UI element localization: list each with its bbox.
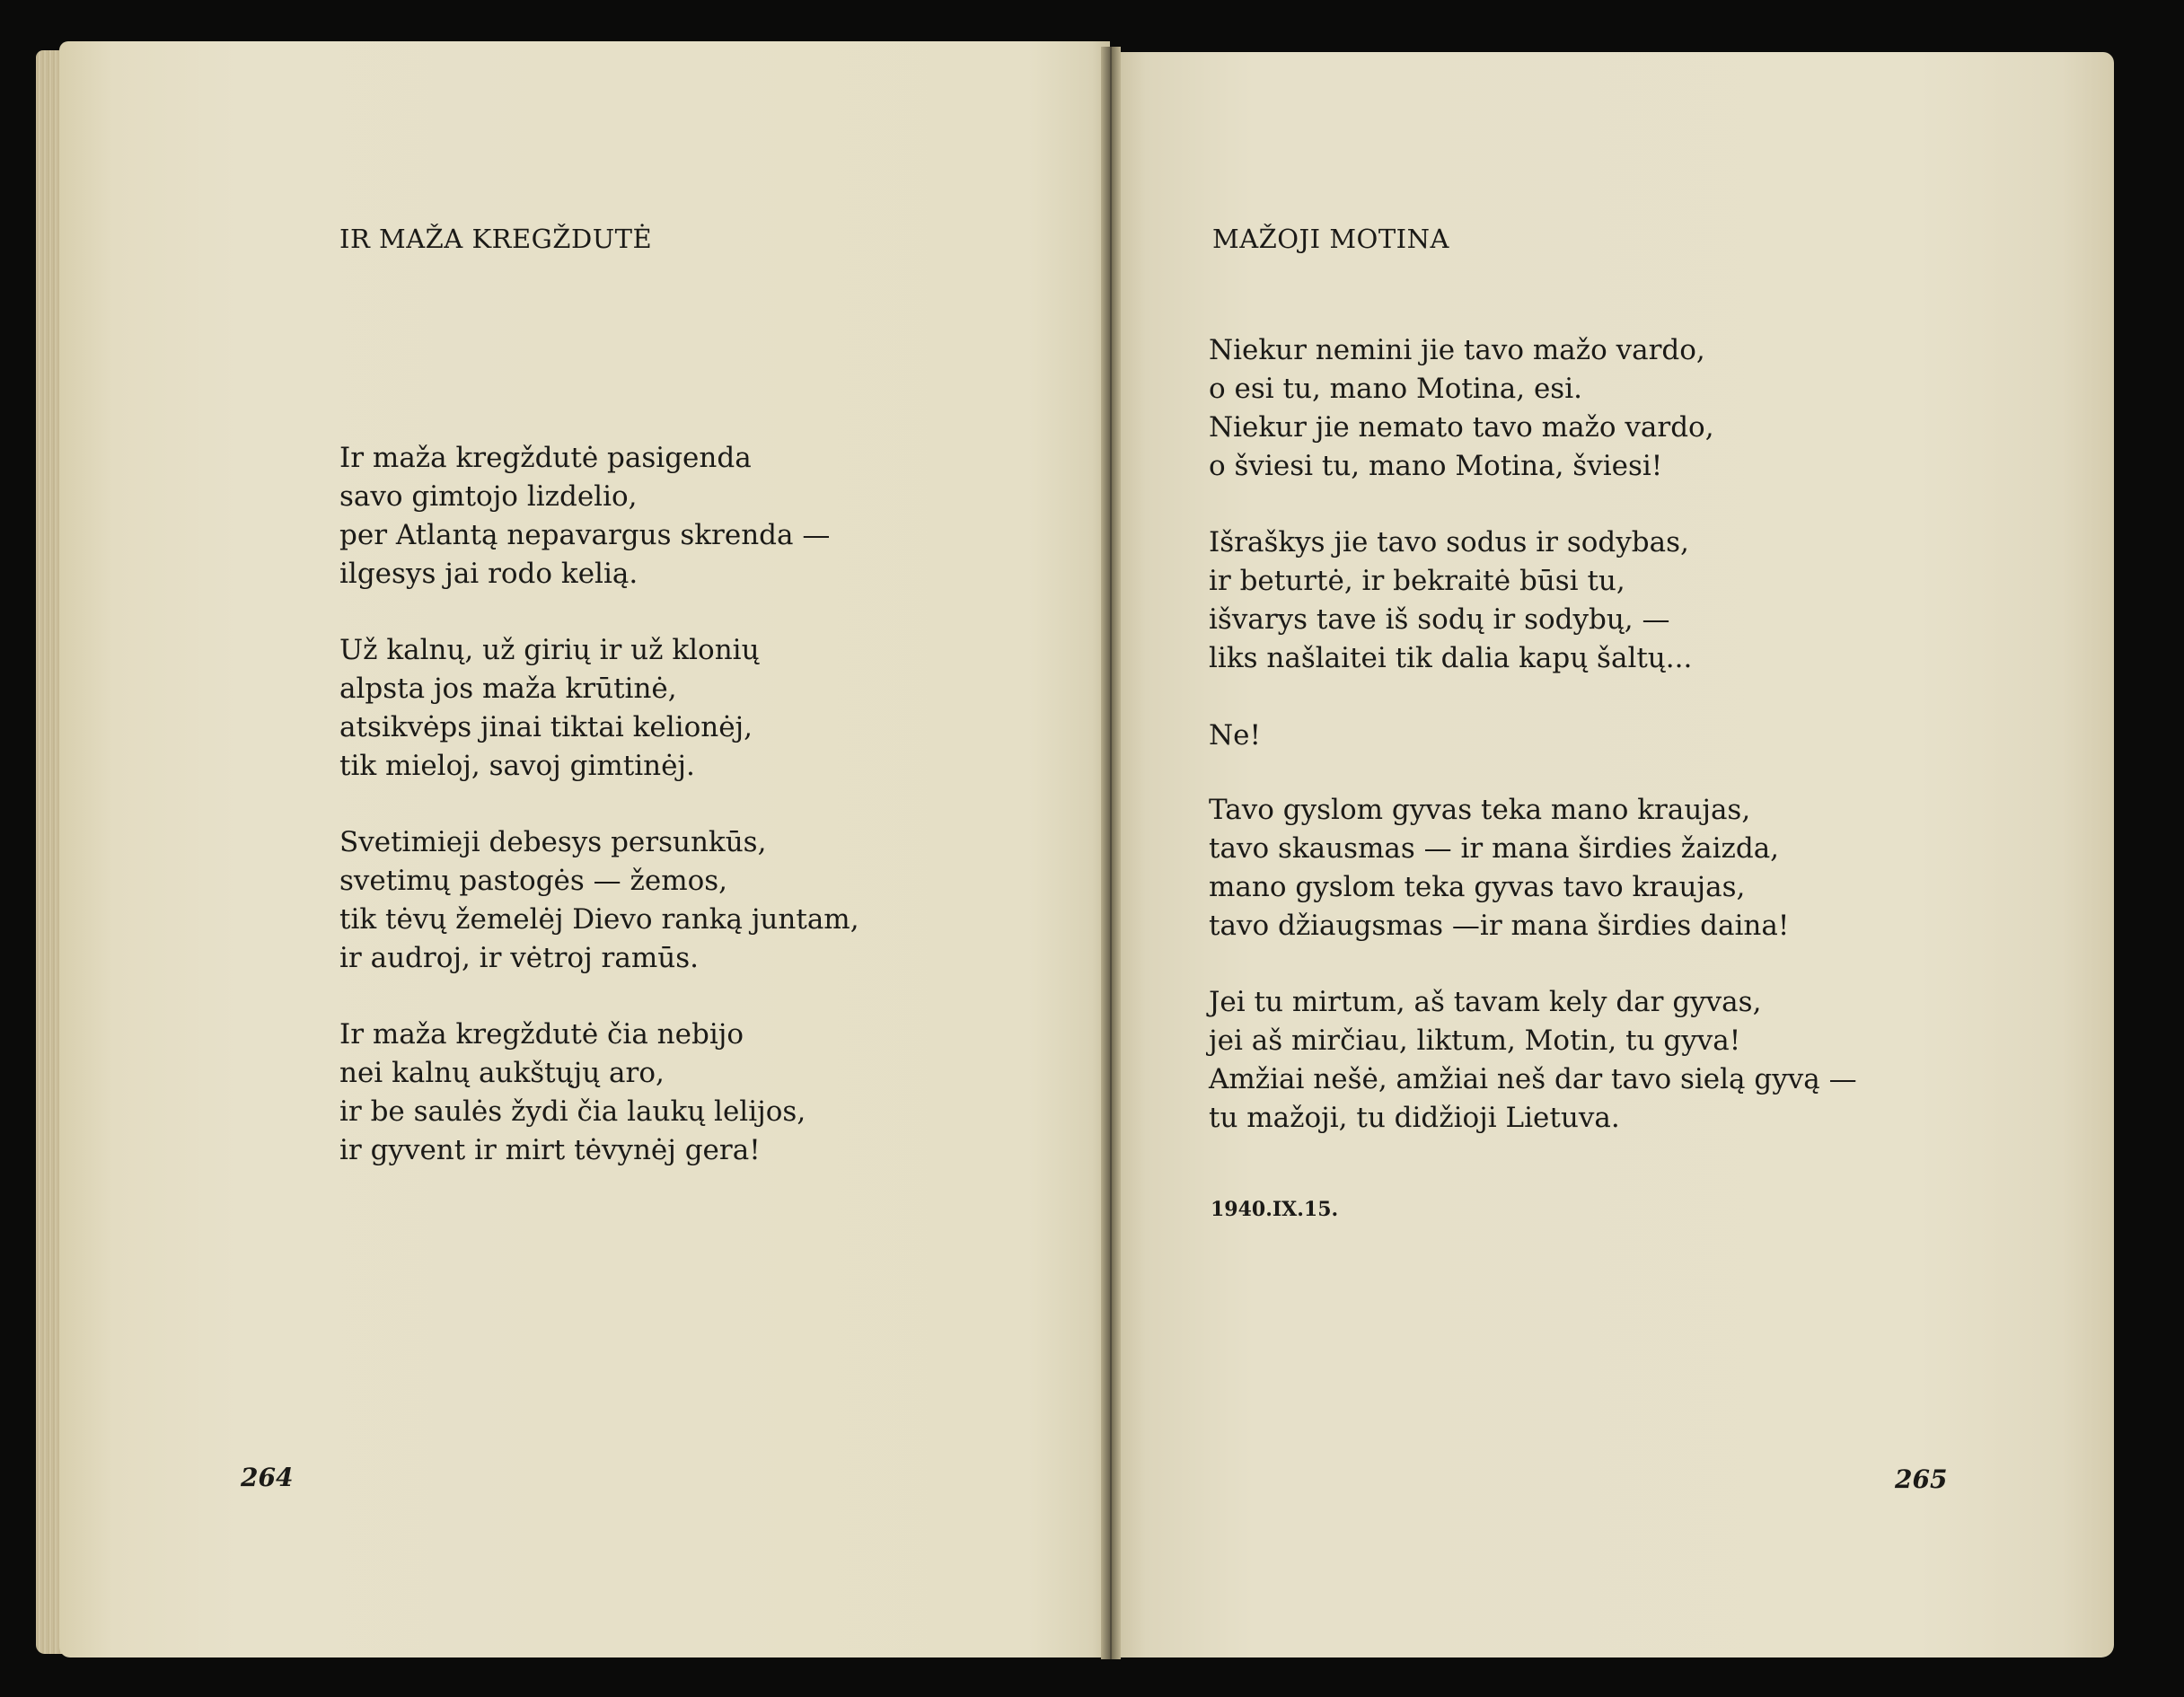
verse-line: atsikvėps jinai tiktai kelionėj, (339, 711, 753, 743)
stanza (339, 439, 830, 594)
verse-line: išvarys tave iš sodų ir sodybų, — (1209, 603, 1670, 636)
verse-line: ir audroj, ir vėtroj ramūs. (339, 942, 699, 974)
right-page (1110, 52, 2114, 1657)
verse-line: o esi tu, mano Motina, esi. (1209, 373, 1582, 405)
poem-title: IR MAŽA KREGŽDUTĖ (339, 224, 653, 254)
stanza (1209, 791, 1789, 945)
verse-line: tu mažoji, tu didžioji Lietuva. (1209, 1102, 1620, 1134)
poem-date: 1940.IX.15. (1211, 1198, 1339, 1221)
verse-line: Svetimieji debesys persunkūs, (339, 826, 767, 858)
verse-line: o šviesi tu, mano Motina, šviesi! (1209, 450, 1663, 482)
stanza (339, 1016, 806, 1170)
page-number: 264 (241, 1463, 294, 1492)
verse-line: Amžiai nešė, amžiai neš dar tavo sielą gyvą — (1209, 1063, 1857, 1095)
verse-line: Ir maža kregždutė pasigenda (339, 442, 752, 474)
verse-line: tavo skausmas — ir mana širdies žaizda, (1209, 832, 1780, 865)
verse-line: svetimų pastogės — žemos, (339, 865, 728, 897)
book-gutter (1101, 47, 1121, 1659)
verse-line: ir gyvent ir mirt tėvynėj gera! (339, 1134, 761, 1166)
verse-line: Niekur nemini jie tavo mažo vardo, (1209, 334, 1705, 366)
stanza (1209, 331, 1714, 486)
verse-line: ir beturtė, ir bekraitė būsi tu, (1209, 565, 1625, 597)
verse-line: nei kalnų aukštųjų aro, (339, 1057, 665, 1089)
verse-line: tik tėvų žemelėj Dievo ranką juntam, (339, 903, 859, 936)
verse-line: ilgesys jai rodo kelią. (339, 558, 638, 590)
stanza (339, 631, 760, 786)
stanza (1209, 717, 1261, 755)
verse-line: ir be saulės žydi čia laukų lelijos, (339, 1095, 806, 1128)
verse-line: Tavo gyslom gyvas teka mano kraujas, (1209, 794, 1751, 826)
verse-line: Ir maža kregždutė čia nebijo (339, 1018, 744, 1051)
verse-line: Ne! (1209, 719, 1261, 752)
verse-line: mano gyslom teka gyvas tavo kraujas, (1209, 871, 1746, 903)
page-number: 265 (1895, 1464, 1948, 1494)
poem-title: MAŽOJI MOTINA (1212, 224, 1449, 254)
verse-line: tavo džiaugsmas —ir mana širdies daina! (1209, 910, 1790, 942)
verse-line: alpsta jos maža krūtinė, (339, 673, 677, 705)
verse-line: tik mieloj, savoj gimtinėj. (339, 750, 695, 782)
verse-line: per Atlantą nepavargus skrenda — (339, 519, 831, 551)
verse-line: Jei tu mirtum, aš tavam kely dar gyvas, (1209, 986, 1762, 1018)
verse-line: savo gimtojo lizdelio, (339, 480, 638, 513)
verse-line: Išraškys jie tavo sodus ir sodybas, (1209, 526, 1689, 558)
stanza (339, 823, 859, 978)
verse-line: Už kalnų, už girių ir už klonių (339, 634, 760, 666)
verse-line: liks našlaitei tik dalia kapų šaltų... (1209, 642, 1693, 674)
stanza (1209, 523, 1692, 678)
verse-line: Niekur jie nemato tavo mažo vardo, (1209, 411, 1714, 444)
stanza (1209, 983, 1857, 1138)
verse-line: jei aš mirčiau, liktum, Motin, tu gyva! (1209, 1024, 1741, 1057)
left-page (59, 41, 1110, 1657)
